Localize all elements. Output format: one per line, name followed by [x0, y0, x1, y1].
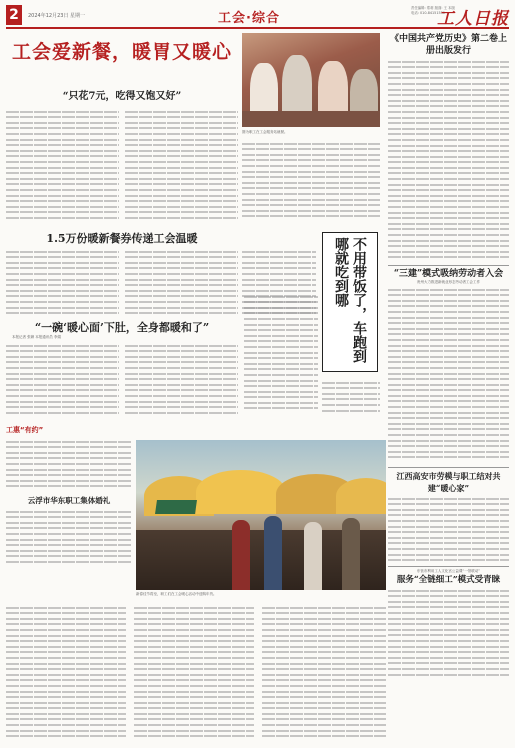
- right-title-2: “三建”模式吸纳劳动者入会: [393, 269, 504, 279]
- lead-body-col3: [242, 139, 380, 223]
- story3-body-col2: [125, 341, 238, 415]
- bottom-col2: [134, 603, 254, 743]
- bottom-col1: [6, 603, 126, 743]
- story2-body-col2: [125, 247, 238, 315]
- story2-body-col1: [6, 247, 119, 315]
- box-body-2: [6, 507, 132, 567]
- box-tag: 工惠“有约”: [6, 426, 44, 434]
- paper-logo: 工人日报: [437, 9, 509, 29]
- right-body-1: [388, 57, 509, 263]
- story3-body-col1: [6, 341, 119, 415]
- market-photo-caption: 新春佳节将至，职工们在工会暖心活动中选购年货。: [136, 592, 217, 596]
- date-line: 2024年12月23日 星期一: [28, 13, 86, 19]
- right-title-3: 江西高安市劳模与职工结对共建“暖心家”: [396, 471, 501, 493]
- story3-byline: 本报记者 张翀 本报通讯员 李娟: [12, 335, 61, 339]
- side-story-body: [244, 292, 318, 415]
- vertical-headline: 不用带饭了，车跑到哪就吃到哪: [333, 237, 367, 363]
- vertical-headline-box: [322, 232, 378, 372]
- box-title: 云浮市华东职工集体婚礼: [27, 496, 111, 505]
- bottom-articles: [6, 603, 386, 743]
- bottom-col3: [262, 603, 386, 743]
- right-subtitle-2: 贵州大力推进新就业形态劳动者工会工作: [417, 280, 480, 284]
- lead-photo: [242, 33, 380, 127]
- page-number: 2: [6, 5, 22, 25]
- right-title-4: 服务“全链细工”模式受青睐: [396, 575, 501, 585]
- lead-subhead: “只花7元，吃得又饱又好”: [62, 91, 182, 102]
- section-title: 工会·综合: [218, 11, 280, 26]
- right-column: [388, 33, 509, 682]
- right-subtitle-4: 东营市利用工人文化宫公益课“一馆联动”: [416, 569, 481, 573]
- right-title-1: 《中国共产党历史》第二卷上册出版发行: [389, 34, 507, 56]
- right-body-3: [388, 494, 509, 564]
- lead-headline: 工会爱新餐，暖胃又暖心: [11, 41, 232, 63]
- lead-body-col1: [6, 107, 119, 223]
- story2-title: 1.5万份暖新餐券传递工会温暖: [46, 232, 198, 245]
- editor-info: 责任编辑: 郑莉 版面: 王 本版电话: 010-84151530: [411, 6, 455, 15]
- right-body-2: [388, 285, 509, 465]
- box-body-1: [6, 437, 132, 493]
- lead-photo-caption: 图为职工在工会服务站就餐。: [242, 130, 288, 134]
- right-body-4: [388, 586, 509, 682]
- market-photo: [136, 440, 386, 590]
- vertical-story-body: [322, 378, 380, 414]
- masthead: [6, 3, 509, 29]
- story3-title: “一碗‘暖心面’下肚，全身都暖和了”: [34, 321, 210, 334]
- sidebar-box: [6, 425, 132, 537]
- lead-body-col2: [125, 107, 238, 223]
